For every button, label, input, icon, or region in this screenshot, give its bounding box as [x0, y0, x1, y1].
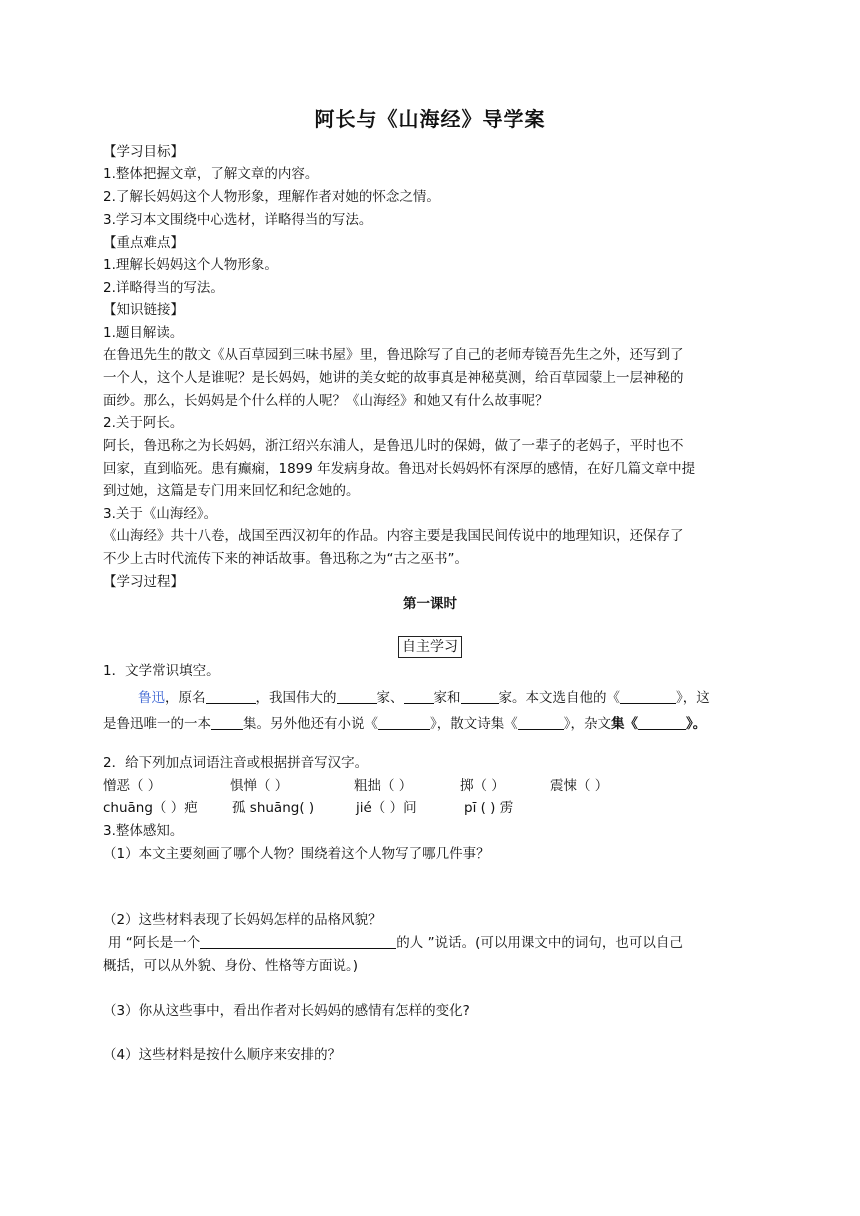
answer-blank[interactable]	[200, 934, 396, 949]
objective-item: 3.学习本文围绕中心选材，详略得当的写法。	[103, 212, 373, 228]
question-1: 1．文学常识填空。	[103, 663, 220, 679]
pinyin-item: jié（ ）问	[356, 800, 417, 816]
answer-blank[interactable]	[518, 715, 564, 730]
speech-prompt-line	[108, 932, 683, 954]
objective-item: 2.了解长妈妈这个人物形象，理解作者对她的怀念之情。	[103, 189, 440, 205]
pinyin-item: 憎恶（ ）	[103, 778, 162, 794]
text-segment: 集。另外他还有小说《	[243, 716, 378, 732]
pinyin-item: 震悚（ ）	[550, 778, 609, 794]
knowledge-subheading: 2.关于阿长。	[103, 415, 184, 431]
pinyin-item: 惧惮（ ）	[230, 778, 289, 794]
text-segment: 用 “阿长是一个	[108, 935, 201, 951]
paragraph-line: 不少上古时代流传下来的神话故事。鲁迅称之为“古之巫书”。	[103, 551, 468, 567]
paragraph-line: 阿长，鲁迅称之为长妈妈，浙江绍兴东浦人，是鲁迅儿时的保姆，做了一辈子的老妈子，平时也不	[103, 438, 684, 454]
text-segment: 》。	[686, 716, 707, 732]
text-segment: 》，散文诗集《	[430, 716, 518, 732]
answer-blank[interactable]	[620, 689, 676, 704]
text-segment: 是鲁迅唯一的一本	[103, 716, 211, 732]
paragraph-line: 一个人，这个人是谁呢？是长妈妈，她讲的美女蛇的故事真是神秘莫测，给百草园蒙上一层神秘的	[103, 370, 684, 386]
author-name: 鲁迅	[138, 690, 165, 706]
text-segment: 集《	[611, 716, 638, 732]
keypoints-header: 【重点难点】	[103, 235, 184, 251]
question-3: 3.整体感知。	[103, 823, 184, 839]
sub-question: （1）本文主要刻画了哪个人物？围绕着这个人物写了哪几件事？	[103, 846, 490, 862]
answer-blank[interactable]	[461, 689, 499, 704]
knowledge-header: 【知识链接】	[103, 302, 184, 318]
paragraph-line: 回家，直到临死。患有癫痫，1899 年发病身故。鲁迅对长妈妈怀有深厚的感情，在好几篇文章中提	[103, 461, 696, 477]
pinyin-item: chuāng（ ）疤	[103, 800, 198, 816]
keypoint-item: 2.详略得当的写法。	[103, 280, 224, 296]
pinyin-item: 粗拙（ ）	[354, 778, 413, 794]
pinyin-item: 孤 shuāng( )	[232, 800, 315, 816]
page-title: 阿长与《山海经》导学案	[314, 107, 546, 131]
process-header: 【学习过程】	[103, 574, 184, 590]
text-segment: 家和	[433, 690, 461, 706]
answer-blank[interactable]	[337, 689, 377, 704]
text-segment: 》，这	[676, 690, 710, 706]
speech-prompt-line-2: 概括，可以从外貌、身份、性格等方面说。)	[103, 958, 359, 974]
knowledge-subheading: 1.题目解读。	[103, 325, 184, 341]
text-segment: 的人 ”说话。(可以用课文中的词句，也可以自己	[396, 935, 683, 951]
answer-blank[interactable]	[638, 715, 686, 730]
text-segment: ，我国伟大的	[255, 690, 337, 706]
lesson-heading: 第一课时	[403, 596, 457, 612]
fill-line-1	[138, 687, 710, 709]
text-segment: 家。本文选自他的《	[498, 690, 620, 706]
text-segment: 家、	[376, 690, 404, 706]
objective-item: 1.整体把握文章，了解文章的内容。	[103, 166, 319, 182]
fill-line-2	[103, 713, 706, 735]
text-segment: ，原名	[165, 690, 206, 706]
paragraph-line: 《山海经》共十八卷，战国至西汉初年的作品。内容主要是我国民间传说中的地理知识，还保存了	[103, 528, 684, 544]
objectives-header: 【学习目标】	[103, 144, 184, 160]
pinyin-item: 掷（ ）	[460, 778, 505, 794]
keypoint-item: 1.理解长妈妈这个人物形象。	[103, 257, 278, 273]
answer-blank[interactable]	[211, 715, 243, 730]
answer-blank[interactable]	[404, 689, 434, 704]
section-box	[0, 636, 860, 658]
paragraph-line: 到过她，这篇是专门用来回忆和纪念她的。	[103, 483, 360, 499]
question-2: 2．给下列加点词语注音或根据拼音写汉字。	[103, 755, 369, 771]
sub-question: （4）这些材料是按什么顺序来安排的？	[103, 1047, 342, 1063]
answer-blank[interactable]	[206, 689, 256, 704]
knowledge-subheading: 3.关于《山海经》。	[103, 506, 218, 522]
pinyin-item: pī ( ) 雳	[464, 800, 514, 816]
sub-question: （3）你从这些事中，看出作者对长妈妈的感情有怎样的变化?	[103, 1003, 470, 1019]
section-label: 自主学习	[398, 636, 462, 658]
paragraph-line: 在鲁迅先生的散文《从百草园到三味书屋》里，鲁迅除写了自己的老师寿镜吾先生之外，还写到了	[103, 347, 684, 363]
text-segment: 》，杂文	[563, 716, 611, 732]
sub-question: （2）这些材料表现了长妈妈怎样的品格风貌？	[103, 912, 382, 928]
answer-blank[interactable]	[378, 715, 430, 730]
paragraph-line: 面纱。那么，长妈妈是个什么样的人呢？《山海经》和她又有什么故事呢？	[103, 393, 549, 409]
